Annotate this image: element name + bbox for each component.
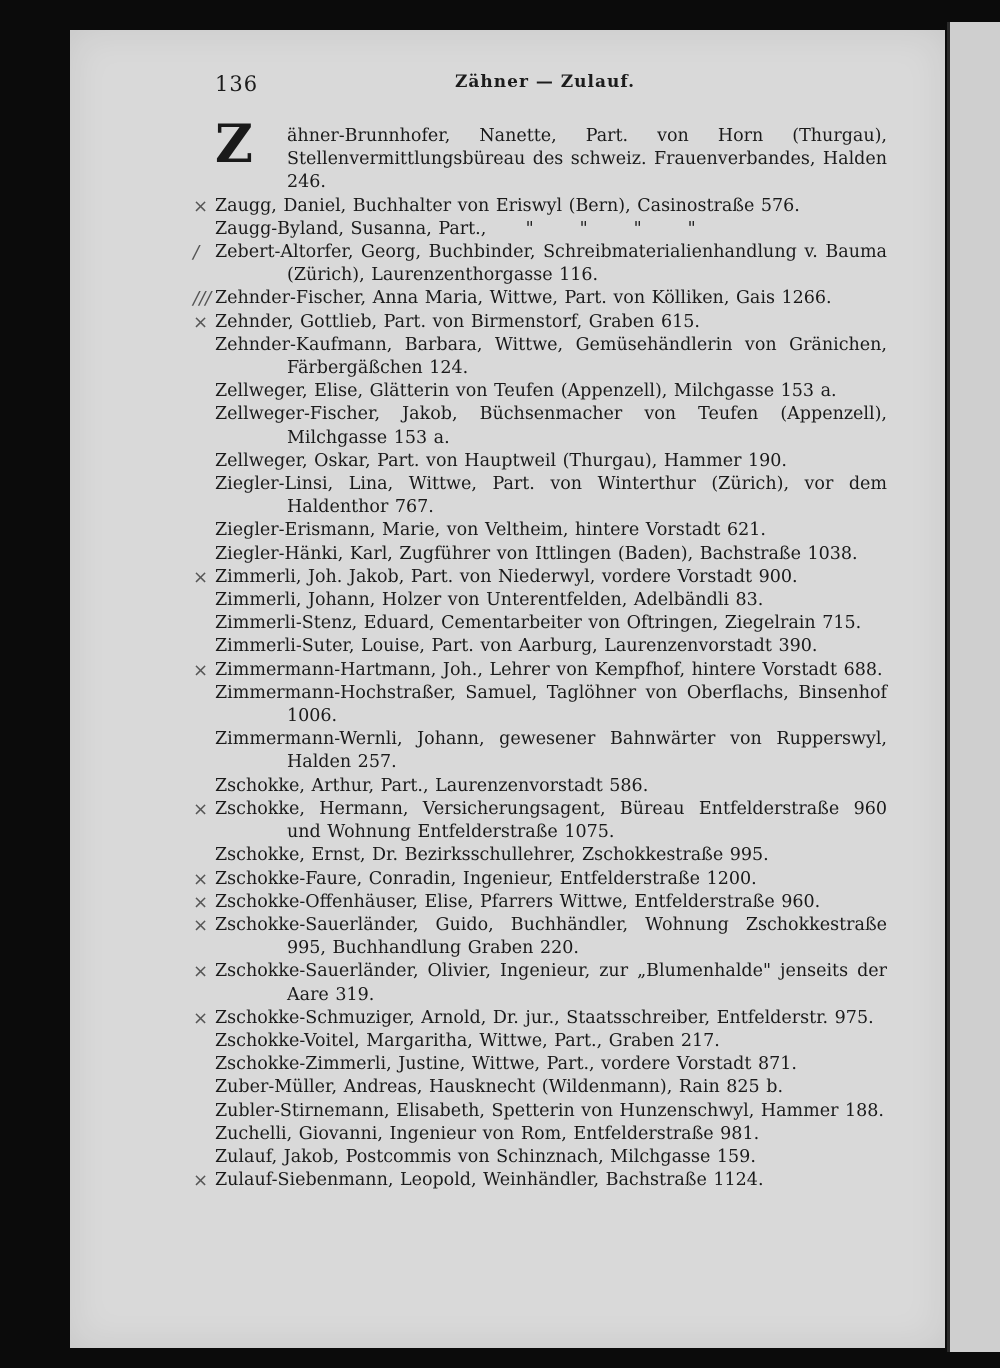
entry-text: Zellweger-Fischer, Jakob, Büchsenmacher von Teufen (Appenzell), Milchgasse 153 a. <box>215 404 887 448</box>
page-header <box>215 72 885 100</box>
directory-entry <box>215 1100 887 1123</box>
entry-text: Zschokke, Hermann, Versicherungsagent, Büreau Entfelderstraße 960 und Wohnung Entfelderstraße 1075. <box>215 798 887 843</box>
entry-text: Zaugg-Byland, Susanna, Part., " " " " <box>215 218 696 239</box>
directory-entries <box>193 114 887 1192</box>
pencil-mark: × <box>193 961 209 983</box>
directory-entry <box>215 612 887 635</box>
directory-entry <box>193 195 887 218</box>
entry-text: Zschokke-Voitel, Margaritha, Wittwe, Part., Graben 217. <box>215 1030 720 1051</box>
directory-entry <box>193 960 887 1006</box>
adjacent-page-edge <box>947 22 1000 1352</box>
entry-text: Zuchelli, Giovanni, Ingenieur von Rom, Entfelderstraße 981. <box>215 1123 760 1144</box>
entry-text: Zubler-Stirnemann, Elisabeth, Spetterin von Hunzenschwyl, Hammer 188. <box>215 1100 884 1121</box>
directory-entry <box>193 914 887 960</box>
entry-text: Zimmerli-Suter, Louise, Part. von Aarburg, Laurenzenvorstadt 390. <box>215 636 818 657</box>
directory-entry <box>215 543 887 566</box>
entry-text: Zaugg, Daniel, Buchhalter von Eriswyl (Bern), Casinostraße 576. <box>215 195 800 216</box>
pencil-mark: × <box>193 311 209 333</box>
directory-entry <box>215 473 887 519</box>
entry-text: Zimmermann-Hochstraßer, Samuel, Taglöhner von Oberflachs, Binsenhof 1006. <box>215 682 887 727</box>
entry-text: Zschokke-Sauerländer, Guido, Buchhändler, Wohnung Zschokkestraße 995, Buchhandlung Graben 220. <box>215 914 887 959</box>
entry-text: Zellweger, Oskar, Part. von Hauptweil (Thurgau), Hammer 190. <box>215 450 787 471</box>
pencil-mark: × <box>193 195 209 217</box>
directory-entry <box>215 589 887 612</box>
pencil-mark: × <box>193 566 209 588</box>
directory-entry <box>215 218 887 241</box>
entry-text: Zschokke-Faure, Conradin, Ingenieur, Entfelderstraße 1200. <box>215 868 757 889</box>
directory-entry <box>215 775 887 798</box>
page-number: 136 <box>215 72 259 96</box>
directory-entry <box>193 798 887 844</box>
entry-text: Zimmermann-Wernli, Johann, gewesener Bahnwärter von Rupperswyl, Halden 257. <box>215 729 887 773</box>
directory-entry <box>215 450 887 473</box>
directory-entry <box>193 566 887 589</box>
directory-entry <box>215 1123 887 1146</box>
directory-entry <box>215 1030 887 1053</box>
pencil-mark: × <box>193 891 209 913</box>
directory-entry <box>193 287 887 310</box>
directory-entry <box>193 891 887 914</box>
drop-cap-initial: Z <box>215 114 253 175</box>
pencil-mark: × <box>193 868 209 890</box>
running-head: Zähner — Zulauf. <box>455 72 635 92</box>
entry-text: Zschokke-Sauerländer, Olivier, Ingenieur, zur „Blumenhalde" jenseits der Aare 319. <box>215 961 887 1005</box>
directory-entry <box>215 334 887 380</box>
pencil-mark: × <box>193 659 209 681</box>
entry-text: Ziegler-Linsi, Lina, Wittwe, Part. von Winterthur (Zürich), vor dem Haldenthor 767. <box>215 474 887 518</box>
entry-text: Zimmerli, Joh. Jakob, Part. von Niederwyl, vordere Vorstadt 900. <box>215 566 798 587</box>
entry-text: Zimmerli-Stenz, Eduard, Cementarbeiter von Oftringen, Ziegelrain 715. <box>215 613 862 634</box>
pencil-mark: / <box>193 242 200 264</box>
directory-entry <box>215 844 887 867</box>
entry-text: Zehnder, Gottlieb, Part. von Birmenstorf, Graben 615. <box>215 311 700 332</box>
directory-entry <box>215 1053 887 1076</box>
directory-entry <box>215 635 887 658</box>
entry-text: Zschokke-Zimmerli, Justine, Wittwe, Part., vordere Vorstadt 871. <box>215 1054 797 1075</box>
entry-text: Zschokke-Offenhäuser, Elise, Pfarrers Wittwe, Entfelderstraße 960. <box>215 891 821 912</box>
entry-text: Zuber-Müller, Andreas, Hausknecht (Wildenmann), Rain 825 b. <box>215 1077 784 1098</box>
pencil-mark: /// <box>193 288 212 310</box>
entry-text: Zschokke, Arthur, Part., Laurenzenvorstadt 586. <box>215 775 649 796</box>
entry-text: Zellweger, Elise, Glätterin von Teufen (Appenzell), Milchgasse 153 a. <box>215 381 837 402</box>
directory-entry <box>193 868 887 891</box>
entry-text: Zschokke-Schmuziger, Arnold, Dr. jur., Staatsschreiber, Entfelderstr. 975. <box>215 1007 874 1028</box>
entry-text: Zebert-Altorfer, Georg, Buchbinder, Schreibmaterialienhandlung v. Bauma (Zürich), Laurenzenthorgasse 116. <box>215 242 887 286</box>
entry-text: Zschokke, Ernst, Dr. Bezirksschullehrer, Zschokkestraße 995. <box>215 845 769 866</box>
directory-entry <box>215 519 887 542</box>
directory-entry <box>215 114 887 195</box>
pencil-mark: × <box>193 1007 209 1029</box>
directory-entry <box>215 1146 887 1169</box>
directory-entry <box>215 403 887 449</box>
directory-entry <box>193 659 887 682</box>
directory-entry <box>215 380 887 403</box>
directory-entry <box>193 241 887 287</box>
entry-text: Zehnder-Fischer, Anna Maria, Wittwe, Part. von Kölliken, Gais 1266. <box>215 288 832 309</box>
entry-text: Ziegler-Hänki, Karl, Zugführer von Ittlingen (Baden), Bachstraße 1038. <box>215 543 858 564</box>
directory-entry <box>215 1076 887 1099</box>
entry-text: Zehnder-Kaufmann, Barbara, Wittwe, Gemüsehändlerin von Gränichen, Färbergäßchen 124. <box>215 334 887 379</box>
directory-entry <box>193 1169 887 1192</box>
entry-text: ähner-Brunnhofer, Nanette, Part. von Horn (Thurgau), Stellenvermittlungsbüreau des schweiz. Frauenverbandes, Halden 246. <box>287 126 887 193</box>
pencil-mark: × <box>193 914 209 936</box>
entry-text: Zulauf, Jakob, Postcommis von Schinznach, Milchgasse 159. <box>215 1146 756 1167</box>
pencil-mark: × <box>193 1170 209 1192</box>
directory-entry <box>215 728 887 774</box>
entry-text: Ziegler-Erismann, Marie, von Veltheim, hintere Vorstadt 621. <box>215 520 766 541</box>
entry-text: Zimmermann-Hartmann, Joh., Lehrer von Kempfhof, hintere Vorstadt 688. <box>215 659 883 680</box>
directory-entry <box>193 311 887 334</box>
directory-entry <box>215 682 887 728</box>
directory-entry <box>193 1007 887 1030</box>
pencil-mark: × <box>193 798 209 820</box>
entry-text: Zulauf-Siebenmann, Leopold, Weinhändler, Bachstraße 1124. <box>215 1170 764 1191</box>
entry-text: Zimmerli, Johann, Holzer von Unterentfelden, Adelbändli 83. <box>215 590 764 611</box>
